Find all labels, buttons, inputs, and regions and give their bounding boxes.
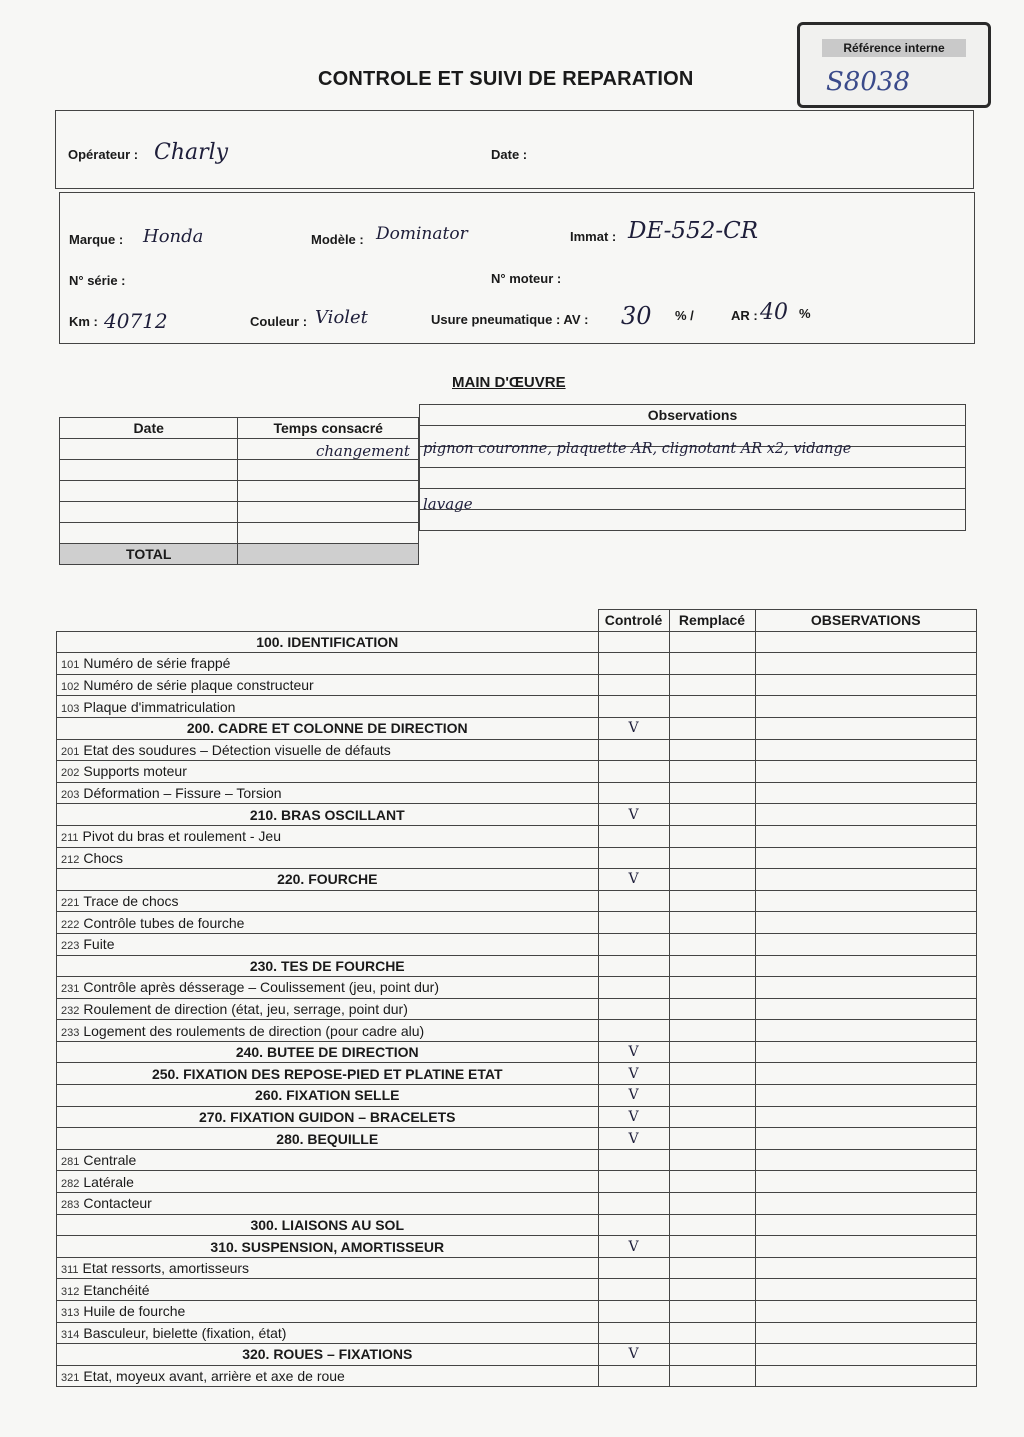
observation-cell[interactable] (755, 912, 977, 934)
observation-cell[interactable] (755, 1344, 977, 1366)
observation-cell[interactable] (755, 653, 977, 675)
col-remplace: Remplacé (669, 610, 755, 632)
item-number: 222 (61, 918, 80, 931)
serie-label: N° série : (69, 273, 126, 288)
controle-checkbox[interactable] (598, 890, 669, 912)
checklist-item-row (57, 998, 977, 1020)
ar-label: AR : (731, 308, 758, 323)
remplace-checkbox[interactable] (669, 1149, 755, 1171)
observation-cell[interactable] (755, 825, 977, 847)
remplace-checkbox[interactable] (669, 912, 755, 934)
checklist-item-row (57, 1322, 977, 1344)
checklist-section-row (57, 717, 977, 739)
item-label: Latérale (83, 1173, 134, 1190)
item-number: 212 (61, 853, 80, 866)
remplace-checkbox[interactable] (669, 1257, 755, 1279)
item-label-cell (57, 1257, 599, 1279)
checklist-item-row (57, 912, 977, 934)
checklist-corner (57, 610, 599, 632)
observation-cell[interactable] (755, 1279, 977, 1301)
couleur-label: Couleur : (250, 314, 308, 329)
controle-checkbox[interactable]: V (598, 717, 669, 739)
observation-cell[interactable] (755, 739, 977, 761)
section-title: 250. FIXATION DES REPOSE-PIED ET PLATINE ETAT (57, 1063, 599, 1085)
item-number: 313 (61, 1307, 80, 1320)
remplace-checkbox[interactable] (669, 804, 755, 826)
checklist-item-row (57, 977, 977, 999)
observation-cell[interactable] (755, 869, 977, 891)
item-label: Numéro de série frappé (83, 655, 231, 672)
item-label: Etat, moyeux avant, arrière et axe de roue (83, 1368, 345, 1385)
modele-value[interactable]: Dominator (376, 224, 468, 244)
section-title: 240. BUTEE DE DIRECTION (57, 1041, 599, 1063)
observation-cell[interactable] (755, 717, 977, 739)
item-number: 281 (61, 1156, 80, 1169)
remplace-checkbox[interactable] (669, 1279, 755, 1301)
operator-value[interactable]: Charly (154, 140, 229, 165)
item-label-cell (57, 653, 599, 675)
checklist-item-row (57, 1171, 977, 1193)
labor-table (59, 417, 419, 565)
checklist-item-row (57, 653, 977, 675)
item-label-cell (57, 674, 599, 696)
item-label: Contacteur (83, 1195, 152, 1212)
item-number: 282 (61, 1177, 80, 1190)
observation-cell[interactable] (755, 1020, 977, 1042)
observation-cell[interactable] (755, 955, 977, 977)
item-label-cell (57, 890, 599, 912)
observation-cell[interactable] (755, 1193, 977, 1215)
checklist-section-row (57, 1214, 977, 1236)
remplace-checkbox[interactable] (669, 998, 755, 1020)
remplace-checkbox[interactable] (669, 825, 755, 847)
remplace-checkbox[interactable] (669, 955, 755, 977)
controle-checkbox[interactable] (598, 998, 669, 1020)
item-label-cell (57, 912, 599, 934)
checklist-item-row (57, 1193, 977, 1215)
checklist-body (57, 631, 977, 1387)
checklist-item-row (57, 825, 977, 847)
observation-cell[interactable] (755, 1301, 977, 1323)
av-value[interactable]: 30 (621, 302, 652, 330)
moteur-label: N° moteur : (491, 271, 562, 286)
checklist-section-row (57, 631, 977, 653)
checklist-item-row (57, 674, 977, 696)
controle-checkbox[interactable]: V (598, 1106, 669, 1128)
item-label-cell (57, 696, 599, 718)
remplace-checkbox[interactable] (669, 1020, 755, 1042)
item-label-cell (57, 1171, 599, 1193)
controle-checkbox[interactable] (598, 912, 669, 934)
date-label: Date : (491, 147, 528, 162)
observation-cell[interactable] (755, 1149, 977, 1171)
checklist-item-row (57, 696, 977, 718)
controle-checkbox[interactable] (598, 696, 669, 718)
labor-observation-handwriting-1: pignon couronne, plaquette AR, clignotant AR x2, vidange (423, 441, 852, 457)
item-label-cell (57, 761, 599, 783)
controle-checkbox[interactable] (598, 653, 669, 675)
checklist-section-row (57, 869, 977, 891)
observation-cell[interactable] (755, 890, 977, 912)
item-label: Déformation – Fissure – Torsion (83, 785, 282, 802)
checklist-item-row (57, 1149, 977, 1171)
observations-table (419, 404, 966, 531)
controle-checkbox[interactable] (598, 674, 669, 696)
checklist-section-row (57, 1344, 977, 1366)
controle-checkbox[interactable] (598, 631, 669, 653)
km-label: Km : (69, 314, 98, 329)
controle-checkbox[interactable] (598, 1193, 669, 1215)
item-label-cell (57, 782, 599, 804)
labor-date-cell[interactable] (60, 523, 238, 544)
checklist-item-row (57, 933, 977, 955)
modele-label: Modèle : (311, 232, 364, 247)
checklist-item-row (57, 1020, 977, 1042)
labor-col-date: Date (60, 418, 238, 439)
reference-label: Référence interne (822, 39, 966, 57)
controle-checkbox[interactable]: V (598, 1128, 669, 1150)
remplace-checkbox[interactable] (669, 1322, 755, 1344)
remplace-checkbox[interactable] (669, 782, 755, 804)
item-label-cell (57, 739, 599, 761)
remplace-checkbox[interactable] (669, 739, 755, 761)
remplace-checkbox[interactable] (669, 1344, 755, 1366)
labor-date-cell[interactable] (60, 439, 238, 460)
section-title: 210. BRAS OSCILLANT (57, 804, 599, 826)
labor-temps-handwriting: changement (316, 442, 410, 460)
item-number: 211 (61, 832, 79, 845)
labor-total-label: TOTAL (60, 544, 238, 565)
controle-checkbox[interactable]: V (598, 1063, 669, 1085)
remplace-checkbox[interactable] (669, 696, 755, 718)
observation-cell[interactable] (755, 696, 977, 718)
controle-checkbox[interactable] (598, 825, 669, 847)
observation-cell[interactable] (755, 1171, 977, 1193)
checklist-item-row (57, 847, 977, 869)
remplace-checkbox[interactable] (669, 717, 755, 739)
observation-cell[interactable] (755, 1041, 977, 1063)
remplace-checkbox[interactable] (669, 1085, 755, 1107)
marque-value[interactable]: Honda (143, 226, 204, 247)
remplace-checkbox[interactable] (669, 890, 755, 912)
observation-cell[interactable] (755, 847, 977, 869)
item-label: Roulement de direction (état, jeu, serrage, point dur) (83, 1000, 408, 1017)
item-label-cell (57, 998, 599, 1020)
item-label: Basculeur, bielette (fixation, état) (83, 1324, 287, 1341)
remplace-checkbox[interactable] (669, 1041, 755, 1063)
reference-box (797, 22, 991, 108)
checklist-section-row (57, 1106, 977, 1128)
marque-label: Marque : (69, 232, 124, 247)
item-number: 311 (61, 1264, 79, 1277)
item-label-cell (57, 1279, 599, 1301)
observation-line[interactable] (420, 468, 966, 489)
item-label: Etat des soudures – Détection visuelle de défauts (83, 741, 391, 758)
controle-checkbox[interactable] (598, 1279, 669, 1301)
item-number: 233 (61, 1026, 80, 1039)
labor-date-cell[interactable] (60, 502, 238, 523)
controle-checkbox[interactable]: V (598, 1041, 669, 1063)
reference-value[interactable]: S8038 (826, 67, 910, 97)
item-label: Huile de fourche (83, 1303, 186, 1320)
observation-cell[interactable] (755, 1257, 977, 1279)
item-number: 314 (61, 1328, 80, 1341)
km-value[interactable]: 40712 (104, 309, 168, 333)
section-title: 260. FIXATION SELLE (57, 1085, 599, 1107)
observation-cell[interactable] (755, 998, 977, 1020)
item-label-cell (57, 933, 599, 955)
item-number: 283 (61, 1199, 80, 1212)
controle-checkbox[interactable] (598, 847, 669, 869)
item-label-cell (57, 1193, 599, 1215)
controle-checkbox[interactable] (598, 739, 669, 761)
remplace-checkbox[interactable] (669, 653, 755, 675)
item-label: Centrale (83, 1152, 137, 1169)
item-label: Logement des roulements de direction (pour cadre alu) (83, 1022, 425, 1039)
checklist-item-row (57, 739, 977, 761)
item-label: Etanchéité (83, 1281, 150, 1298)
item-number: 203 (61, 789, 80, 802)
remplace-checkbox[interactable] (669, 1301, 755, 1323)
controle-checkbox[interactable] (598, 1149, 669, 1171)
remplace-checkbox[interactable] (669, 1063, 755, 1085)
checklist-item-row (57, 1257, 977, 1279)
labor-temps-cell[interactable] (238, 502, 419, 523)
couleur-value[interactable]: Violet (315, 307, 368, 328)
labor-date-cell[interactable] (60, 481, 238, 502)
observation-cell[interactable] (755, 1214, 977, 1236)
controle-checkbox[interactable]: V (598, 1344, 669, 1366)
labor-title: MAIN D'ŒUVRE (452, 374, 566, 391)
controle-checkbox[interactable] (598, 761, 669, 783)
item-label-cell (57, 1365, 599, 1387)
checklist-section-row (57, 1236, 977, 1258)
checklist-item-row (57, 782, 977, 804)
section-title: 310. SUSPENSION, AMORTISSEUR (57, 1236, 599, 1258)
labor-col-observations: Observations (420, 405, 966, 426)
item-number: 102 (61, 681, 80, 694)
labor-date-cell[interactable] (60, 460, 238, 481)
item-label-cell (57, 847, 599, 869)
section-title: 300. LIAISONS AU SOL (57, 1214, 599, 1236)
col-observations: OBSERVATIONS (755, 610, 977, 632)
checklist-section-row (57, 804, 977, 826)
checklist-section-row (57, 1041, 977, 1063)
item-label: Numéro de série plaque constructeur (83, 677, 314, 694)
checklist-table (56, 609, 977, 1387)
checklist-section-row (57, 1128, 977, 1150)
controle-checkbox[interactable] (598, 1171, 669, 1193)
operator-label: Opérateur : (68, 147, 139, 162)
observation-cell[interactable] (755, 1085, 977, 1107)
labor-temps-cell[interactable] (238, 481, 419, 502)
observation-cell[interactable] (755, 977, 977, 999)
item-label: Contrôle après désserage – Coulissement (jeu, point dur) (83, 979, 439, 996)
section-title: 230. TES DE FOURCHE (57, 955, 599, 977)
remplace-checkbox[interactable] (669, 631, 755, 653)
observation-cell[interactable] (755, 804, 977, 826)
observation-cell[interactable] (755, 1063, 977, 1085)
labor-observation-handwriting-2: lavage (423, 495, 473, 513)
controle-checkbox[interactable]: V (598, 804, 669, 826)
controle-checkbox[interactable] (598, 1301, 669, 1323)
section-title: 200. CADRE ET COLONNE DE DIRECTION (57, 717, 599, 739)
ar-value[interactable]: 40 (760, 300, 788, 325)
item-label: Fuite (83, 936, 115, 953)
section-title: 280. BEQUILLE (57, 1128, 599, 1150)
item-number: 232 (61, 1004, 80, 1017)
section-title: 320. ROUES – FIXATIONS (57, 1344, 599, 1366)
labor-col-temps: Temps consacré (238, 418, 419, 439)
section-title: 270. FIXATION GUIDON – BRACELETS (57, 1106, 599, 1128)
item-label: Chocs (83, 849, 124, 866)
checklist-section-row (57, 955, 977, 977)
item-number: 201 (61, 745, 80, 758)
observation-cell[interactable] (755, 1322, 977, 1344)
checklist-item-row (57, 1301, 977, 1323)
item-label: Pivot du bras et roulement - Jeu (82, 828, 281, 845)
observation-cell[interactable] (755, 1106, 977, 1128)
controle-checkbox[interactable] (598, 1257, 669, 1279)
item-label-cell (57, 977, 599, 999)
labor-temps-cell[interactable] (238, 460, 419, 481)
item-label: Etat ressorts, amortisseurs (82, 1260, 250, 1277)
item-label-cell (57, 1149, 599, 1171)
remplace-checkbox[interactable] (669, 869, 755, 891)
controle-checkbox[interactable] (598, 933, 669, 955)
checklist-item-row (57, 1365, 977, 1387)
controle-checkbox[interactable] (598, 1214, 669, 1236)
observation-cell[interactable] (755, 782, 977, 804)
controle-checkbox[interactable] (598, 1365, 669, 1387)
remplace-checkbox[interactable] (669, 1214, 755, 1236)
observation-cell[interactable] (755, 1236, 977, 1258)
item-number: 312 (61, 1285, 80, 1298)
item-label-cell (57, 1322, 599, 1344)
observation-cell[interactable] (755, 933, 977, 955)
checklist-section-row (57, 1085, 977, 1107)
observation-cell[interactable] (755, 1365, 977, 1387)
checklist-item-row (57, 1279, 977, 1301)
controle-checkbox[interactable]: V (598, 869, 669, 891)
item-number: 221 (61, 897, 80, 910)
usure-label: Usure pneumatique : AV : (431, 312, 589, 327)
remplace-checkbox[interactable] (669, 1171, 755, 1193)
checklist-item-row (57, 761, 977, 783)
item-label-cell (57, 825, 599, 847)
checklist-section-row (57, 1063, 977, 1085)
section-title: 100. IDENTIFICATION (57, 631, 599, 653)
labor-temps-cell[interactable] (238, 523, 419, 544)
item-label: Plaque d'immatriculation (83, 698, 236, 715)
controle-checkbox[interactable] (598, 782, 669, 804)
item-label-cell (57, 1301, 599, 1323)
immat-label: Immat : (570, 229, 617, 244)
remplace-checkbox[interactable] (669, 674, 755, 696)
observation-cell[interactable] (755, 761, 977, 783)
item-number: 202 (61, 767, 80, 780)
col-controle: Controlé (598, 610, 669, 632)
checklist-item-row (57, 890, 977, 912)
remplace-checkbox[interactable] (669, 1106, 755, 1128)
remplace-checkbox[interactable] (669, 847, 755, 869)
observation-cell[interactable] (755, 631, 977, 653)
controle-checkbox[interactable] (598, 1020, 669, 1042)
remplace-checkbox[interactable] (669, 761, 755, 783)
item-number: 103 (61, 702, 80, 715)
item-number: 321 (61, 1372, 80, 1385)
labor-total-value[interactable] (238, 544, 419, 565)
item-label-cell (57, 1020, 599, 1042)
item-number: 223 (61, 940, 80, 953)
observation-cell[interactable] (755, 674, 977, 696)
item-label: Contrôle tubes de fourche (83, 914, 245, 931)
item-label: Trace de chocs (83, 893, 179, 910)
immat-value[interactable]: DE-552-CR (628, 218, 759, 244)
av-percent-separator: % / (675, 308, 694, 323)
controle-checkbox[interactable] (598, 977, 669, 999)
item-label: Supports moteur (83, 763, 187, 780)
remplace-checkbox[interactable] (669, 1365, 755, 1387)
section-title: 220. FOURCHE (57, 869, 599, 891)
controle-checkbox[interactable]: V (598, 1085, 669, 1107)
page-title: CONTROLE ET SUIVI DE REPARATION (318, 68, 694, 90)
item-number: 231 (61, 983, 80, 996)
controle-checkbox[interactable]: V (598, 1236, 669, 1258)
remplace-checkbox[interactable] (669, 1193, 755, 1215)
observation-cell[interactable] (755, 1128, 977, 1150)
controle-checkbox[interactable] (598, 955, 669, 977)
remplace-checkbox[interactable] (669, 977, 755, 999)
remplace-checkbox[interactable] (669, 1236, 755, 1258)
controle-checkbox[interactable] (598, 1322, 669, 1344)
observation-line[interactable] (420, 510, 966, 531)
item-number: 101 (61, 659, 80, 672)
observation-line[interactable] (420, 489, 966, 510)
remplace-checkbox[interactable] (669, 933, 755, 955)
remplace-checkbox[interactable] (669, 1128, 755, 1150)
ar-percent: % (799, 306, 811, 321)
